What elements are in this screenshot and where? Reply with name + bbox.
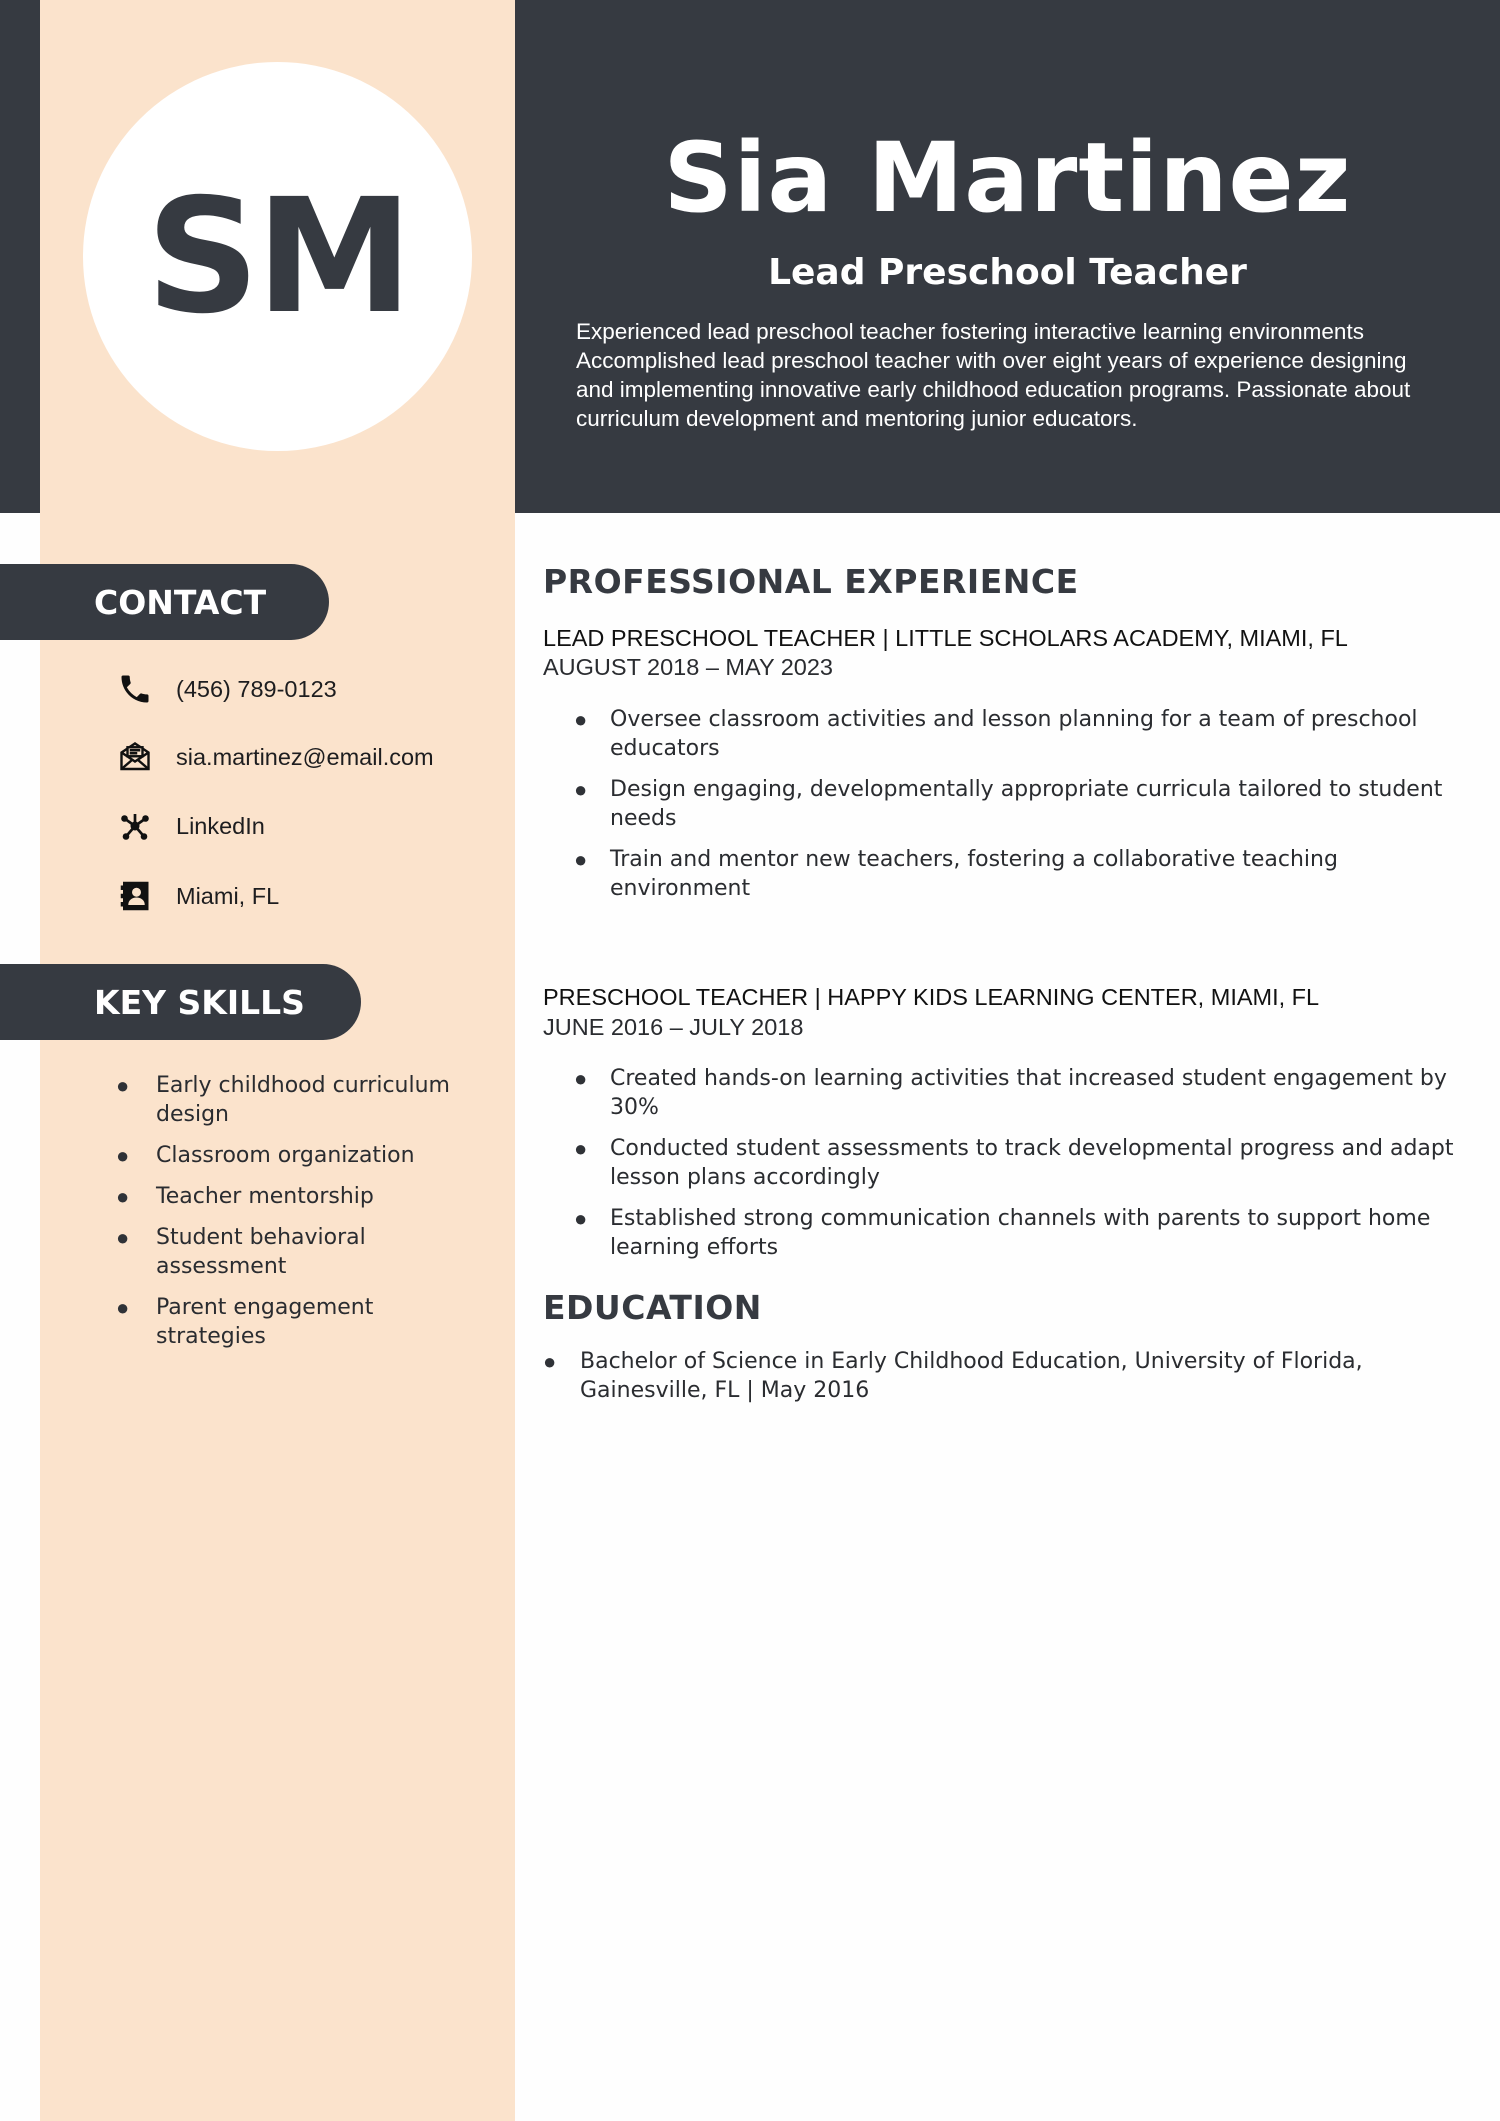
job-bullet — [574, 1204, 1474, 1262]
skill-text: strategies — [156, 1324, 266, 1349]
header-left-strip — [0, 0, 40, 513]
contact-linkedin-row[interactable] — [116, 806, 265, 846]
skill-item — [116, 1141, 496, 1170]
bullet-icon: ● — [574, 847, 588, 872]
job-bullet — [574, 1134, 1474, 1192]
contact-phone-row[interactable] — [116, 669, 337, 709]
summary-text — [576, 317, 1456, 433]
job-bullets — [574, 705, 1474, 915]
job-bullet — [574, 775, 1474, 833]
job-dates: AUGUST 2018 – MAY 2023 — [543, 654, 833, 680]
education-text: Gainesville, FL | May 2016 — [580, 1378, 870, 1403]
email-icon — [116, 738, 154, 776]
bullet-text: Oversee classroom activities and lesson planning for a team of preschool — [610, 707, 1418, 732]
contact-email: sia.martinez@email.com — [176, 743, 434, 770]
job-dates: JUNE 2016 – JULY 2018 — [543, 1014, 804, 1040]
skills-heading: KEY SKILLS — [0, 964, 361, 1040]
candidate-name: Sia Martinez — [663, 122, 1352, 234]
bullet-icon: ● — [574, 1206, 588, 1231]
skill-text: Parent engagement — [156, 1295, 374, 1320]
summary-line: Accomplished lead preschool teacher with over eight years of experience designing — [576, 348, 1407, 373]
bullet-text: environment — [610, 876, 751, 901]
linkedin-icon — [116, 807, 154, 845]
job-bullet — [574, 705, 1474, 763]
bullet-text: Design engaging, developmentally appropriate curricula tailored to student — [610, 777, 1443, 802]
skill-item — [116, 1293, 496, 1351]
monogram-circle — [83, 62, 472, 451]
bullet-text: 30% — [610, 1095, 659, 1120]
skill-text: Early childhood curriculum — [156, 1073, 450, 1098]
contact-location-row[interactable] — [116, 876, 279, 916]
bullet-text: Train and mentor new teachers, fostering a collaborative teaching — [610, 847, 1338, 872]
job-bullet — [574, 1064, 1474, 1122]
summary-line: and implementing innovative early childhood education programs. Passionate about — [576, 377, 1411, 402]
education-item — [543, 1347, 1443, 1405]
summary-line: curriculum development and mentoring junior educators. — [576, 406, 1138, 431]
experience-heading: PROFESSIONAL EXPERIENCE — [543, 562, 1079, 601]
job-title: LEAD PRESCHOOL TEACHER | LITTLE SCHOLARS ACADEMY, MIAMI, FL — [543, 625, 1348, 651]
bullet-icon: ● — [116, 1073, 130, 1098]
bullet-icon: ● — [574, 1136, 588, 1161]
skill-text: Teacher mentorship — [156, 1184, 374, 1209]
contact-heading: CONTACT — [0, 564, 329, 640]
skill-text: assessment — [156, 1254, 287, 1279]
phone-icon — [116, 670, 154, 708]
education-heading: EDUCATION — [543, 1288, 762, 1327]
bullet-icon: ● — [574, 1066, 588, 1091]
skill-text: Classroom organization — [156, 1143, 415, 1168]
skills-list — [116, 1071, 496, 1363]
bullet-icon: ● — [574, 707, 588, 732]
job-bullet — [574, 845, 1474, 903]
monogram-initials: SM — [145, 164, 410, 349]
skill-item — [116, 1223, 496, 1281]
bullet-icon: ● — [116, 1184, 130, 1209]
location-icon — [116, 877, 154, 915]
bullet-icon: ● — [543, 1349, 557, 1374]
skill-text: design — [156, 1102, 229, 1127]
job-bullets — [574, 1064, 1474, 1274]
contact-phone: (456) 789-0123 — [176, 675, 337, 702]
bullet-text: needs — [610, 806, 677, 831]
contact-location: Miami, FL — [176, 882, 280, 909]
bullet-text: Conducted student assessments to track developmental progress and adapt — [610, 1136, 1454, 1161]
contact-email-row[interactable] — [116, 737, 434, 777]
bullet-icon: ● — [116, 1143, 130, 1168]
bullet-text: learning efforts — [610, 1235, 779, 1260]
summary-line: Experienced lead preschool teacher fostering interactive learning environments — [576, 319, 1364, 344]
skill-text: Student behavioral — [156, 1225, 366, 1250]
bullet-icon: ● — [116, 1225, 130, 1250]
candidate-role: Lead Preschool Teacher — [768, 252, 1247, 293]
contact-linkedin: LinkedIn — [176, 812, 265, 839]
job-title: PRESCHOOL TEACHER | HAPPY KIDS LEARNING CENTER, MIAMI, FL — [543, 984, 1320, 1010]
education-list — [543, 1347, 1443, 1417]
bullet-icon: ● — [574, 777, 588, 802]
skill-item — [116, 1071, 496, 1129]
bullet-text: Created hands-on learning activities that increased student engagement by — [610, 1066, 1447, 1091]
skill-item — [116, 1182, 496, 1211]
education-text: Bachelor of Science in Early Childhood Education, University of Florida, — [580, 1349, 1363, 1374]
bullet-icon: ● — [116, 1295, 130, 1320]
bullet-text: lesson plans accordingly — [610, 1165, 880, 1190]
bullet-text: Established strong communication channels with parents to support home — [610, 1206, 1431, 1231]
bullet-text: educators — [610, 736, 720, 761]
